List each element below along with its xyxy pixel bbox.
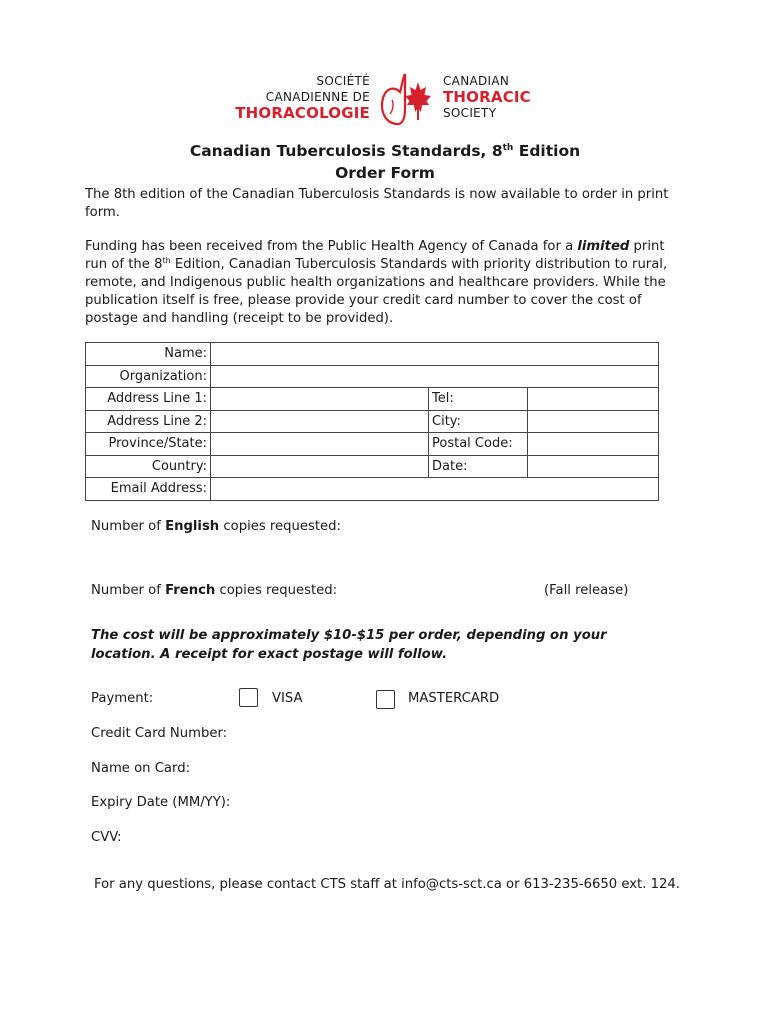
postal-code-label: Postal Code: <box>429 433 528 456</box>
p2-superscript: th <box>162 256 171 265</box>
organization-label: Organization: <box>86 365 211 388</box>
logo-french-text <box>235 73 370 121</box>
name-field[interactable] <box>211 343 659 366</box>
payment-label: Payment: <box>91 691 154 706</box>
lungs-maple-leaf-icon <box>378 70 436 128</box>
name-on-card-label: Name on Card: <box>91 761 191 776</box>
expiry-date-label: Expiry Date (MM/YY): <box>91 795 231 810</box>
title-edition-text: Edition <box>513 142 581 160</box>
english-copies-line <box>91 519 341 534</box>
p2-text-c: Edition, Canadian Tuberculosis Standards with priority distribution to rural, remote, and Indigenous public health organizations and healthcare providers. While the publication itself is free, please provide your credit card number to cover the cost of postage and handling (receipt to be provided). <box>85 257 668 326</box>
logo-fr-line3: THORACOLOGIE <box>235 104 370 122</box>
row-name <box>86 343 659 366</box>
visa-label: VISA <box>272 691 303 706</box>
p2-text-a: Funding has been received from the Public Health Agency of Canada for a <box>85 239 578 254</box>
title-main-text: Canadian Tuberculosis Standards, 8 <box>189 142 503 160</box>
logo-en-line1: CANADIAN <box>443 74 510 88</box>
tel-field[interactable] <box>528 388 659 411</box>
email-label: Email Address: <box>86 478 211 501</box>
tel-label: Tel: <box>429 388 528 411</box>
society-logo <box>0 70 770 130</box>
organization-field[interactable] <box>211 365 659 388</box>
row-email <box>86 478 659 501</box>
english-copies-pre: Number of <box>91 519 166 534</box>
date-label: Date: <box>429 455 528 478</box>
english-bold: English <box>165 519 220 534</box>
row-address1 <box>86 388 659 411</box>
credit-card-number-label: Credit Card Number: <box>91 726 228 741</box>
intro-paragraph-1: The 8th edition of the Canadian Tuberculosis Standards is now available to order in print form. <box>85 187 669 220</box>
french-copies-pre: Number of <box>91 583 166 598</box>
intro-paragraph-2 <box>85 238 685 328</box>
address2-label: Address Line 2: <box>86 410 211 433</box>
city-field[interactable] <box>528 410 659 433</box>
cost-note: The cost will be approximately $10-$15 per order, depending on your location. A receipt for exact postage will follow. <box>91 628 607 662</box>
mastercard-checkbox[interactable] <box>376 690 395 709</box>
email-field[interactable] <box>211 478 659 501</box>
title-superscript: th <box>502 143 514 153</box>
p2-emphasis: limited <box>577 239 630 254</box>
address1-field[interactable] <box>211 388 429 411</box>
logo-fr-line2: CANADIENNE DE <box>265 90 370 104</box>
address-form-table <box>85 342 659 501</box>
page-title <box>0 140 770 184</box>
address2-field[interactable] <box>211 410 429 433</box>
contact-footer: For any questions, please contact CTS staff at info@cts-sct.ca or 613-235-6650 ext. 124. <box>94 877 680 892</box>
title-line1 <box>0 140 770 162</box>
province-field[interactable] <box>211 433 429 456</box>
address1-label: Address Line 1: <box>86 388 211 411</box>
postal-code-field[interactable] <box>528 433 659 456</box>
country-field[interactable] <box>211 455 429 478</box>
country-label: Country: <box>86 455 211 478</box>
french-copies-post: copies requested: <box>215 583 338 598</box>
mastercard-label: MASTERCARD <box>408 691 500 706</box>
french-bold: French <box>165 583 216 598</box>
title-line2: Order Form <box>335 164 435 182</box>
fall-release-note: (Fall release) <box>544 583 629 598</box>
p2-text-b: print run of the 8 <box>85 239 665 272</box>
logo-english-text <box>443 73 531 121</box>
row-country <box>86 455 659 478</box>
date-field[interactable] <box>528 455 659 478</box>
english-copies-post: copies requested: <box>219 519 341 534</box>
logo-en-line2: THORACIC <box>443 88 531 106</box>
city-label: City: <box>429 410 528 433</box>
logo-en-line3: SOCIETY <box>443 106 497 120</box>
logo-fr-line1: SOCIÉTÉ <box>316 74 370 88</box>
visa-checkbox[interactable] <box>239 688 258 707</box>
row-province <box>86 433 659 456</box>
row-organization <box>86 365 659 388</box>
row-address2 <box>86 410 659 433</box>
province-label: Province/State: <box>86 433 211 456</box>
name-label: Name: <box>86 343 211 366</box>
cvv-label: CVV: <box>91 830 122 845</box>
french-copies-line <box>91 583 337 598</box>
